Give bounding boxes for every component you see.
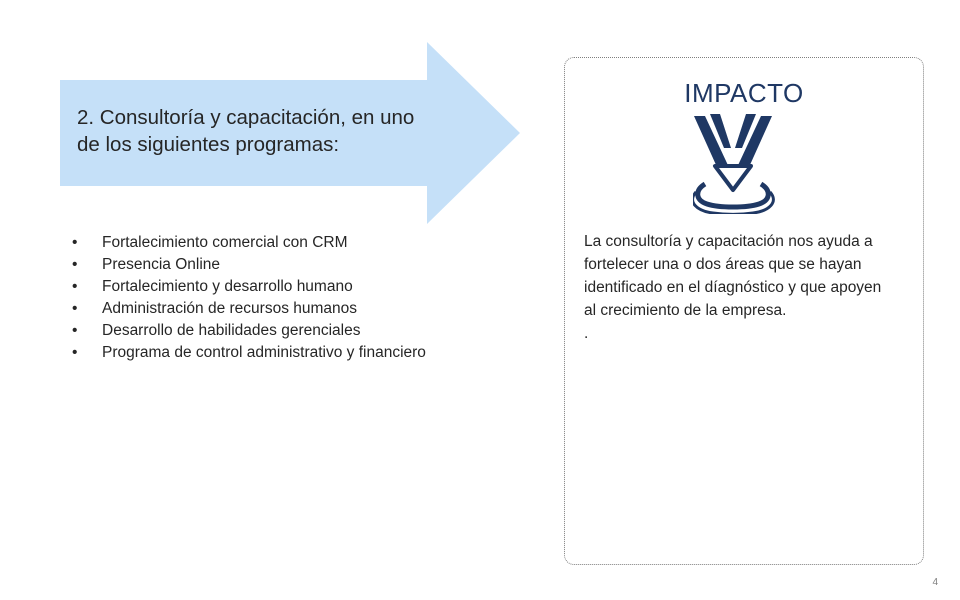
- impact-description-text: La consultoría y capacitación nos ayuda a fortelecer una o dos áreas que se hayan identificado en el díagnóstico y que apoyen al crecimiento de la empresa.: [584, 233, 882, 319]
- program-list: [72, 232, 426, 364]
- page-number: 4: [932, 577, 938, 588]
- list-item: • Presencia Online: [72, 254, 426, 276]
- impact-converge-icon: [693, 114, 793, 214]
- list-item: • Fortalecimiento comercial con CRM: [72, 232, 426, 254]
- impact-title: IMPACTO: [684, 78, 804, 108]
- list-item: • Administración de recursos humanos: [72, 298, 426, 320]
- list-item: • Fortalecimiento y desarrollo humano: [72, 276, 426, 298]
- list-item: • Desarrollo de habilidades gerenciales: [72, 320, 426, 342]
- program-heading: 2. Consultoría y capacitación, en uno de los siguientes programas:: [77, 106, 415, 156]
- impact-description-trailing: .: [584, 325, 589, 342]
- impact-description: [584, 230, 884, 345]
- impact-card: [564, 57, 924, 565]
- program-arrow-banner: [60, 42, 520, 224]
- list-item: • Programa de control administrativo y financiero: [72, 342, 426, 364]
